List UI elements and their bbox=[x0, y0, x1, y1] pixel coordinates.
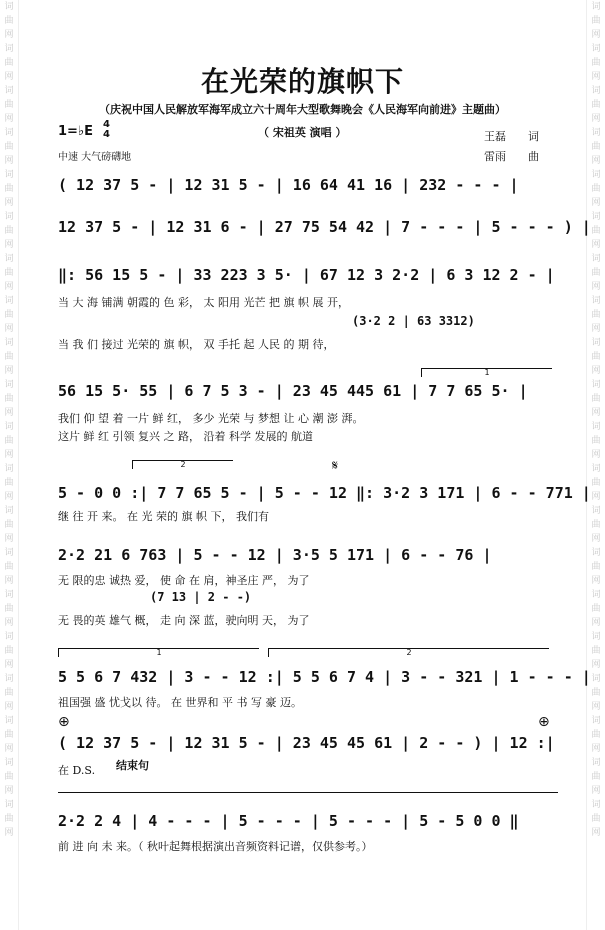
watermark-char: 网 bbox=[591, 660, 601, 670]
watermark-char: 词 bbox=[4, 674, 14, 684]
watermark-char: 词 bbox=[4, 464, 14, 474]
notation-row-2: 12 37 5 - | 12 31 6 - | 27 75 54 42 | 7 - - - | 5 - - - ) | bbox=[58, 218, 591, 236]
coda-sign: ⊕ bbox=[538, 714, 550, 730]
watermark-char: 曲 bbox=[4, 310, 14, 320]
watermark-char: 网 bbox=[4, 198, 14, 208]
watermark-char: 网 bbox=[4, 744, 14, 754]
watermark-char: 词 bbox=[591, 674, 601, 684]
watermark-char: 网 bbox=[591, 240, 601, 250]
watermark-char: 曲 bbox=[4, 226, 14, 236]
lyric-line: 无 限的忠 诚热 爱， 使 命 在 肩，神圣庄 严， 为了 bbox=[58, 574, 310, 587]
watermark-char: 网 bbox=[4, 450, 14, 460]
notation-row-6b: (7 13 | 2 - -) bbox=[150, 590, 252, 604]
watermark-char: 曲 bbox=[591, 478, 601, 488]
watermark-char: 曲 bbox=[4, 730, 14, 740]
watermark-char: 网 bbox=[4, 324, 14, 334]
watermark-char: 网 bbox=[591, 492, 601, 502]
watermark-char: 词 bbox=[4, 716, 14, 726]
watermark-char: 曲 bbox=[591, 16, 601, 26]
watermark-char: 曲 bbox=[4, 772, 14, 782]
watermark-char: 词 bbox=[591, 338, 601, 348]
volta-2b: 2 bbox=[268, 648, 549, 657]
watermark-char: 曲 bbox=[4, 184, 14, 194]
watermark-char: 网 bbox=[4, 240, 14, 250]
watermark-char: 曲 bbox=[4, 436, 14, 446]
watermark-char: 曲 bbox=[591, 562, 601, 572]
watermark-char: 曲 bbox=[4, 604, 14, 614]
watermark-char: 词 bbox=[591, 170, 601, 180]
watermark-char: 曲 bbox=[591, 394, 601, 404]
watermark-char: 网 bbox=[591, 534, 601, 544]
watermark-char: 网 bbox=[591, 114, 601, 124]
coda-sign: ⊕ bbox=[58, 714, 70, 730]
watermark-char: 网 bbox=[4, 786, 14, 796]
watermark-char: 曲 bbox=[4, 394, 14, 404]
watermark-char: 网 bbox=[591, 282, 601, 292]
watermark-char: 网 bbox=[591, 408, 601, 418]
lyric-line: 当 我 们 接过 光荣的 旗 帜， 双 手托 起 人民 的 期 待， bbox=[58, 338, 335, 351]
watermark-char: 词 bbox=[4, 590, 14, 600]
watermark-char: 网 bbox=[591, 786, 601, 796]
watermark-char: 曲 bbox=[591, 772, 601, 782]
watermark-char: 网 bbox=[4, 72, 14, 82]
notation-row-8: ( 12 37 5 - | 12 31 5 - | 23 45 45 61 | 2 - - ) | 12 :| bbox=[58, 734, 555, 752]
watermark-char: 网 bbox=[591, 828, 601, 838]
watermark-char: 词 bbox=[591, 296, 601, 306]
watermark-char: 曲 bbox=[4, 100, 14, 110]
watermark-char: 曲 bbox=[4, 562, 14, 572]
watermark-char: 词 bbox=[591, 2, 601, 12]
watermark-char: 网 bbox=[4, 576, 14, 586]
watermark-char: 曲 bbox=[591, 226, 601, 236]
watermark-char: 词 bbox=[4, 548, 14, 558]
watermark-char: 曲 bbox=[4, 142, 14, 152]
watermark-char: 词 bbox=[4, 800, 14, 810]
watermark-char: 词 bbox=[591, 590, 601, 600]
time-signature bbox=[103, 120, 110, 140]
watermark-char: 词 bbox=[591, 758, 601, 768]
watermark-char: 曲 bbox=[4, 352, 14, 362]
watermark-char: 词 bbox=[591, 380, 601, 390]
lyricist-name: 王磊 bbox=[484, 130, 506, 143]
watermark-char: 网 bbox=[4, 366, 14, 376]
watermark-char: 网 bbox=[4, 282, 14, 292]
watermark-left bbox=[0, 0, 19, 930]
watermark-char: 网 bbox=[4, 408, 14, 418]
watermark-char: 曲 bbox=[4, 688, 14, 698]
watermark-char: 曲 bbox=[591, 520, 601, 530]
watermark-char: 词 bbox=[591, 506, 601, 516]
watermark-char: 网 bbox=[4, 30, 14, 40]
composer-name: 雷雨 bbox=[484, 150, 506, 163]
watermark-char: 词 bbox=[4, 128, 14, 138]
watermark-char: 网 bbox=[4, 702, 14, 712]
watermark-char: 词 bbox=[4, 338, 14, 348]
watermark-char: 网 bbox=[4, 828, 14, 838]
watermark-char: 曲 bbox=[591, 688, 601, 698]
watermark-char: 网 bbox=[591, 366, 601, 376]
watermark-char: 词 bbox=[4, 2, 14, 12]
watermark-char: 网 bbox=[4, 492, 14, 502]
lyric-line: 这片 鲜 红 引领 复兴 之 路， 沿着 科学 发展的 航道 bbox=[58, 430, 313, 443]
lyric-line: 我们 仰 望 着 一片 鲜 红， 多少 光荣 与 梦想 让 心 潮 澎 湃。 bbox=[58, 412, 364, 425]
singer-credit: （ 宋祖英 演唱 ） bbox=[258, 126, 347, 139]
watermark-char: 网 bbox=[4, 534, 14, 544]
watermark-char: 网 bbox=[591, 576, 601, 586]
notation-row-5: 5 - 0 0 :| 7 7 65 5 - | 5 - - 12 ‖: 3·2 3 171 | 6 - - 771 | bbox=[58, 484, 591, 502]
watermark-char: 词 bbox=[591, 464, 601, 474]
watermark-char: 曲 bbox=[4, 814, 14, 824]
ending-bracket bbox=[58, 792, 558, 793]
notation-row-1: ( 12 37 5 - | 12 31 5 - | 16 64 41 16 | 232 - - - | bbox=[58, 176, 519, 194]
lyric-line: 继 往 开 来。 在 光 荣的 旗 帜 下， 我们有 bbox=[58, 510, 269, 523]
watermark-char: 词 bbox=[591, 716, 601, 726]
watermark-char: 词 bbox=[591, 44, 601, 54]
watermark-char: 词 bbox=[4, 758, 14, 768]
watermark-char: 曲 bbox=[591, 100, 601, 110]
notation-row-3b: (3·2 2 | 63 3312) bbox=[352, 314, 475, 328]
watermark-char: 网 bbox=[591, 450, 601, 460]
composer-credit bbox=[484, 148, 539, 164]
time-signature-top: 4 bbox=[103, 119, 110, 130]
watermark-char: 网 bbox=[591, 324, 601, 334]
watermark-char: 网 bbox=[591, 72, 601, 82]
watermark-char: 词 bbox=[591, 254, 601, 264]
volta-1: 1 bbox=[421, 368, 552, 377]
watermark-char: 曲 bbox=[4, 478, 14, 488]
watermark-char: 网 bbox=[4, 618, 14, 628]
time-signature-bottom: 4 bbox=[103, 129, 110, 140]
lyric-line: 无 畏的英 雄气 概， 走 向 深 蓝，驶向明 天， 为了 bbox=[58, 614, 310, 627]
composer-role: 曲 bbox=[528, 150, 539, 163]
watermark-char: 曲 bbox=[4, 646, 14, 656]
watermark-char: 网 bbox=[4, 156, 14, 166]
watermark-char: 网 bbox=[4, 660, 14, 670]
watermark-char: 词 bbox=[4, 254, 14, 264]
song-title: 在光荣的旗帜下 bbox=[200, 65, 404, 98]
watermark-char: 曲 bbox=[4, 268, 14, 278]
watermark-char: 网 bbox=[591, 30, 601, 40]
notation-row-3: ‖: 56 15 5 - | 33 223 3 5· | 67 12 3 2·2 | 6 3 12 2 - | bbox=[58, 266, 555, 284]
watermark-char: 网 bbox=[591, 618, 601, 628]
lyric-line: 祖国强 盛 忧戈以 待。 在 世界和 平 书 写 豪 迈。 bbox=[58, 696, 302, 709]
watermark-char: 曲 bbox=[591, 730, 601, 740]
lyric-line: 前 进 向 未 来。（ 秋叶起舞根据演出音频资料记谱，仅供参考。） bbox=[58, 840, 373, 853]
watermark-char: 曲 bbox=[591, 58, 601, 68]
watermark-char: 曲 bbox=[591, 814, 601, 824]
watermark-char: 词 bbox=[4, 170, 14, 180]
watermark-char: 网 bbox=[4, 114, 14, 124]
lyric-line: 在 D.S. bbox=[58, 764, 96, 777]
watermark-char: 曲 bbox=[591, 604, 601, 614]
watermark-char: 词 bbox=[591, 548, 601, 558]
watermark-char: 曲 bbox=[591, 268, 601, 278]
watermark-char: 词 bbox=[4, 506, 14, 516]
notation-row-9: 2·2 2 4 | 4 - - - | 5 - - - | 5 - - - | 5 - 5 0 0 ‖ bbox=[58, 812, 519, 830]
watermark-char: 词 bbox=[4, 632, 14, 642]
watermark-char: 曲 bbox=[591, 352, 601, 362]
notation-row-6: 2·2 21 6 763 | 5 - - 12 | 3·5 5 171 | 6 - - 76 | bbox=[58, 546, 492, 564]
watermark-char: 词 bbox=[4, 44, 14, 54]
volta-1b: 1 bbox=[58, 648, 259, 657]
watermark-char: 网 bbox=[591, 702, 601, 712]
watermark-char: 词 bbox=[591, 632, 601, 642]
lyricist-credit bbox=[484, 128, 539, 144]
watermark-char: 曲 bbox=[4, 520, 14, 530]
watermark-right bbox=[586, 0, 605, 930]
volta-2: 2 bbox=[132, 460, 233, 469]
watermark-char: 词 bbox=[4, 380, 14, 390]
tempo-marking: 中速 大气磅礴地 bbox=[58, 152, 132, 163]
watermark-char: 曲 bbox=[4, 58, 14, 68]
watermark-char: 词 bbox=[4, 212, 14, 222]
watermark-char: 曲 bbox=[4, 16, 14, 26]
watermark-char: 曲 bbox=[591, 310, 601, 320]
watermark-char: 曲 bbox=[591, 436, 601, 446]
watermark-char: 词 bbox=[591, 86, 601, 96]
lyric-line: 当 大 海 铺满 朝霞的 色 彩， 太 阳用 光芒 把 旗 帜 展 开， bbox=[58, 296, 349, 309]
watermark-char: 词 bbox=[4, 86, 14, 96]
watermark-char: 曲 bbox=[591, 646, 601, 656]
lyricist-role: 词 bbox=[528, 130, 539, 143]
watermark-char: 词 bbox=[4, 296, 14, 306]
watermark-char: 网 bbox=[591, 156, 601, 166]
watermark-char: 曲 bbox=[591, 184, 601, 194]
watermark-char: 词 bbox=[591, 800, 601, 810]
watermark-char: 词 bbox=[4, 422, 14, 432]
watermark-char: 曲 bbox=[591, 142, 601, 152]
ending-label: 结束句 bbox=[116, 759, 149, 772]
watermark-char: 词 bbox=[591, 128, 601, 138]
notation-row-7: 5 5 6 7 432 | 3 - - 12 :| 5 5 6 7 4 | 3 - - 321 | 1 - - - | bbox=[58, 668, 591, 686]
notation-row-4: 56 15 5· 55 | 6 7 5 3 - | 23 45 445 61 | 7 7 65 5· | bbox=[58, 382, 528, 400]
watermark-char: 词 bbox=[591, 422, 601, 432]
watermark-char: 网 bbox=[591, 198, 601, 208]
watermark-char: 网 bbox=[591, 744, 601, 754]
key-signature: 1=♭E bbox=[58, 124, 93, 139]
watermark-char: 词 bbox=[591, 212, 601, 222]
segno-sign: 𝄋 bbox=[332, 458, 339, 474]
song-subtitle: （庆祝中国人民解放军海军成立六十周年大型歌舞晚会《人民海军向前进》主题曲） bbox=[99, 103, 506, 116]
